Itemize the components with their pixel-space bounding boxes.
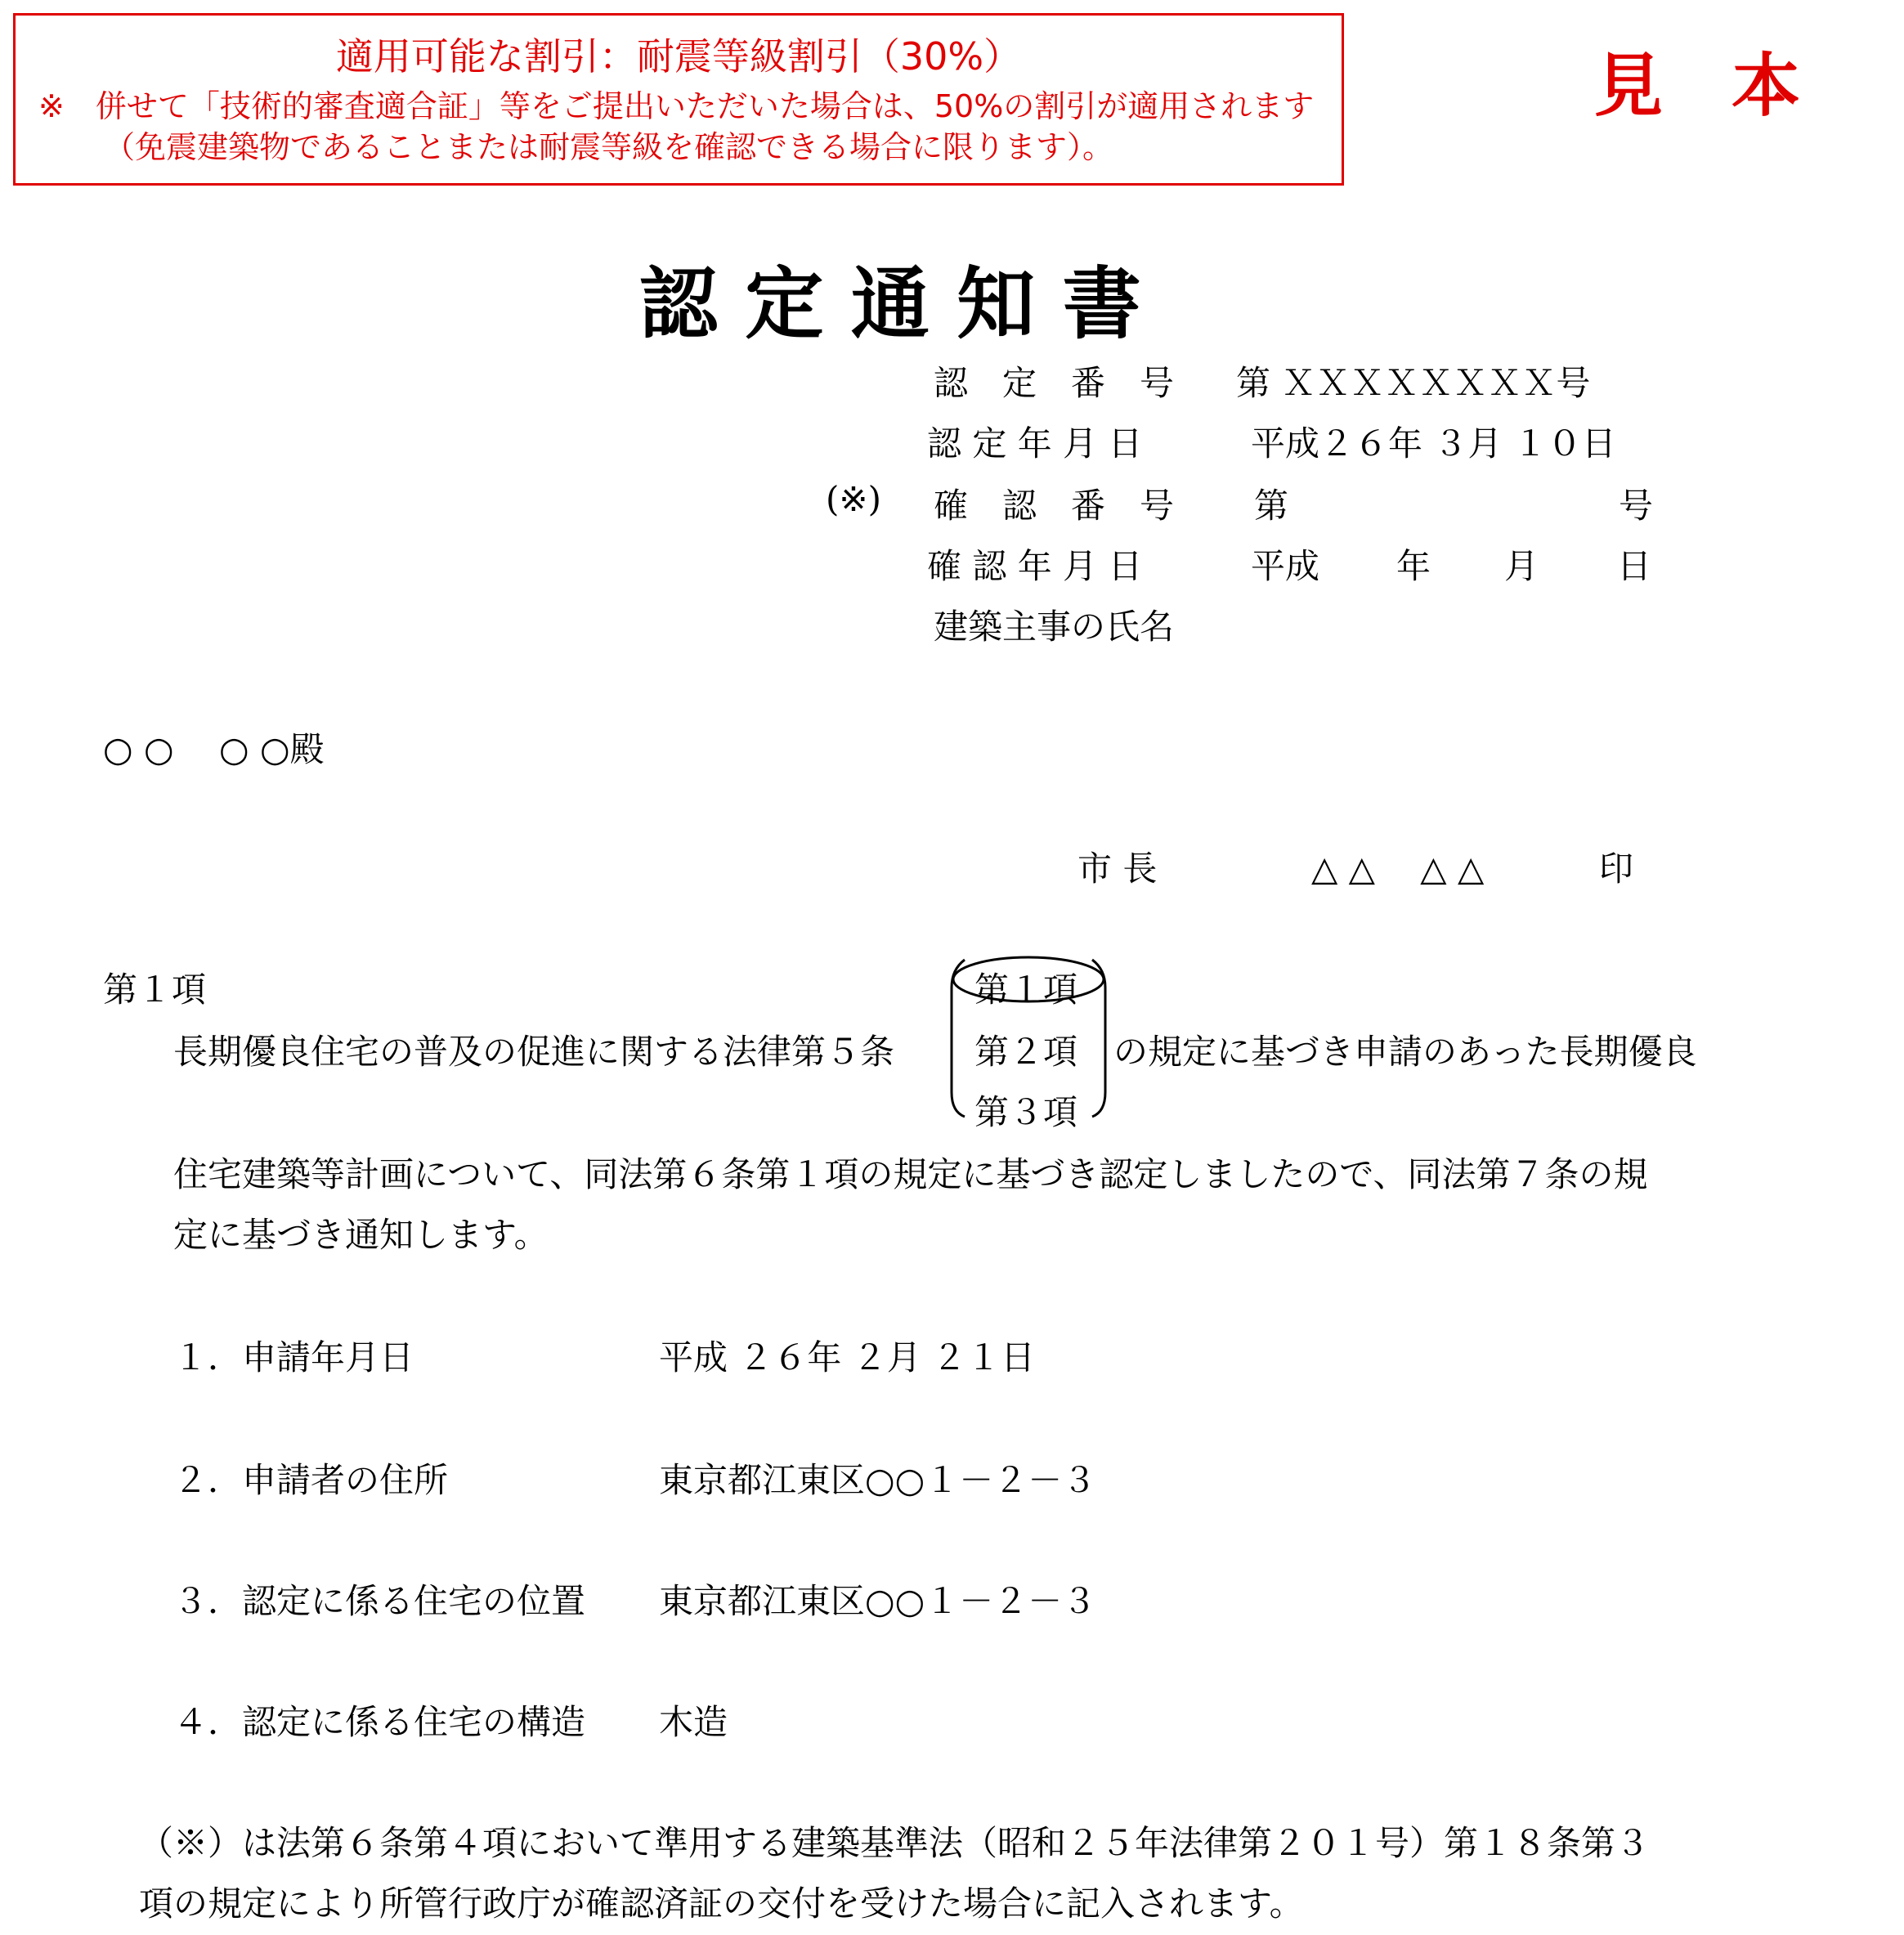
item-value: 木造: [659, 1702, 728, 1742]
body-line-1-post: の規定に基づき申請のあった長期優良: [1113, 1032, 1697, 1072]
article-option-1: 第１項: [974, 970, 1078, 1010]
item-value: 東京都江東区○○１－２－３: [659, 1460, 1097, 1500]
confirm-date-month: 月: [1504, 546, 1539, 586]
item-label: ２．申請者の住所: [173, 1460, 449, 1500]
mayor-seal: 印: [1599, 849, 1634, 889]
cert-number-label: 認 定 番 号: [934, 363, 1175, 403]
body-line-1-pre: 長期優良住宅の普及の促進に関する法律第５条: [173, 1032, 895, 1072]
mayor-label: 市 長: [1077, 849, 1158, 889]
confirm-number-label: 確 認 番 号: [934, 486, 1175, 526]
confirm-date-day: 日: [1617, 546, 1652, 586]
item-label: ４．認定に係る住宅の構造: [173, 1702, 586, 1742]
item-label: １．申請年月日: [173, 1337, 414, 1377]
body-line-2: 住宅建築等計画について、同法第６条第１項の規定に基づき認定しましたので、同法第７条の規: [173, 1154, 1648, 1194]
building-official-label: 建築主事の氏名: [934, 607, 1175, 647]
confirm-number-prefix: 第: [1254, 486, 1289, 526]
item-label: ３．認定に係る住宅の位置: [173, 1581, 586, 1621]
confirm-number-suffix: 号: [1619, 486, 1654, 526]
confirm-date-year: 年: [1396, 546, 1431, 586]
section-heading: 第１項: [103, 970, 207, 1010]
cert-date-value: 平成２６年 ３月 １０日: [1251, 423, 1616, 464]
confirm-date-label: 確 認 年 月 日: [927, 546, 1143, 586]
discount-notice-title: 適用可能な割引：耐震等級割引（30%）: [335, 34, 1022, 78]
cert-date-label: 認 定 年 月 日: [927, 423, 1143, 464]
item-value: 東京都江東区○○１－２－３: [659, 1581, 1097, 1621]
mayor-name: △ △ △ △: [1311, 849, 1485, 889]
discount-notice-detail: ※ 併せて「技術的審査適合証」等をご提出いただいた場合は、50%の割引が適用されます: [38, 88, 1315, 124]
body-line-3: 定に基づき通知します。: [173, 1215, 549, 1255]
confirm-date-era: 平成: [1251, 546, 1320, 586]
confirm-mark: (※): [826, 479, 881, 519]
addressee: ○ ○ ○ ○殿: [103, 729, 325, 769]
footnote-line-1: （※）は法第６条第４項において準用する建築基準法（昭和２５年法律第２０１号）第１８条第３: [139, 1823, 1651, 1863]
discount-notice-box: [13, 13, 1344, 186]
footnote-line-2: 項の規定により所管行政庁が確認済証の交付を受けた場合に記入されます。: [139, 1883, 1304, 1924]
sample-stamp: 見 本: [1594, 46, 1801, 126]
document-title: 認 定 通 知 書: [639, 258, 1141, 350]
discount-notice-condition: （免震建築物であることまたは耐震等級を確認できる場合に限ります）。: [104, 129, 1114, 165]
article-option-3: 第３項: [974, 1092, 1078, 1132]
item-value: 平成 ２６年 ２月 ２１日: [659, 1337, 1036, 1377]
article-option-2: 第２項: [974, 1032, 1078, 1072]
cert-number-value: 第 ＸＸＸＸＸＸＸＸ号: [1236, 363, 1591, 403]
